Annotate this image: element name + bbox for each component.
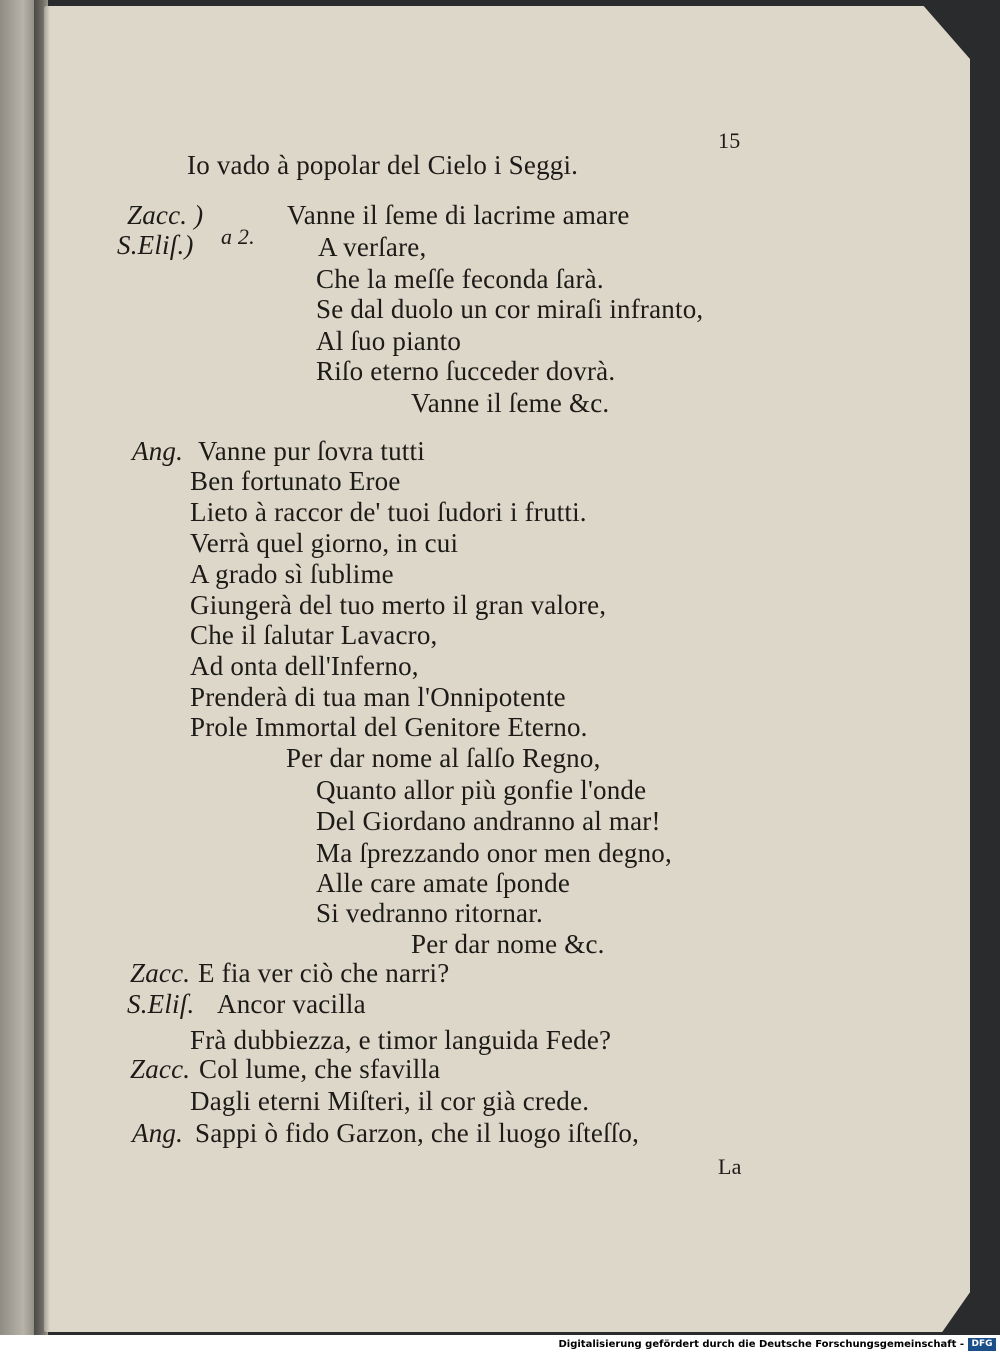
speaker-label: Zacc. ) xyxy=(127,200,204,230)
text-line: Ben fortunato Eroe xyxy=(190,466,401,496)
text-line: Alle care amate ſponde xyxy=(316,868,571,898)
speaker-label: Ang. xyxy=(132,1118,184,1148)
text-line: Del Giordano andranno al mar! xyxy=(316,806,661,836)
text-line: A verſare, xyxy=(318,232,427,262)
text-line: Prole Immortal del Genitore Eterno. xyxy=(190,712,588,742)
duet-marker: a 2. xyxy=(221,224,255,249)
page-shadow xyxy=(44,6,50,1332)
text-line: Vanne pur ſovra tutti xyxy=(198,436,425,466)
speaker-label: S.Eliſ.) xyxy=(117,230,194,260)
text-line: Vanne il ſeme &c. xyxy=(411,388,610,418)
text-line: Ancor vacilla xyxy=(217,989,366,1019)
catchword: La xyxy=(718,1154,742,1179)
speaker-label: Ang. xyxy=(132,436,184,466)
footer-credit: Digitalisierung gefördert durch die Deutsche Forschungsgemeinschaft - xyxy=(558,1339,964,1350)
speaker-label: Zacc. xyxy=(130,1054,191,1084)
text-line: Frà dubbiezza, e timor languida Fede? xyxy=(190,1025,612,1055)
text-line: Vanne il ſeme di lacrime amare xyxy=(287,200,630,230)
text-line: Quanto allor più gonfie l'onde xyxy=(316,775,647,805)
dfg-logo-icon: DFG xyxy=(968,1338,996,1351)
text-line: Se dal duolo un cor miraſi infranto, xyxy=(316,294,704,324)
text-line: Per dar nome al ſalſo Regno, xyxy=(286,743,601,773)
speaker-label: S.Eliſ. xyxy=(127,989,195,1019)
text-line: A grado sì ſublime xyxy=(190,559,394,589)
text-line: Ad onta dell'Inferno, xyxy=(190,651,419,681)
text-line: Che la meſſe feconda ſarà. xyxy=(316,264,604,294)
text-line: Si vedranno ritornar. xyxy=(316,898,543,928)
text-line: Ma ſprezzando onor men degno, xyxy=(316,838,672,868)
text-line: Verrà quel giorno, in cui xyxy=(190,528,459,558)
text-line: E fia ver ciò che narri? xyxy=(198,958,450,988)
text-line: Che il ſalutar Lavacro, xyxy=(190,620,438,650)
text-line: Sappi ò fido Garzon, che il luogo iſteſſo, xyxy=(195,1118,640,1148)
text-line: Per dar nome &c. xyxy=(411,929,605,959)
text-line: Al ſuo pianto xyxy=(316,326,462,356)
text-line: Lieto à raccor de' tuoi ſudori i frutti. xyxy=(190,497,587,527)
text-line: Col lume, che sfavilla xyxy=(199,1054,441,1084)
text-line: Giungerà del tuo merto il gran valore, xyxy=(190,590,607,620)
text-line: Io vado à popolar del Cielo i Seggi. xyxy=(187,150,579,180)
page-number: 15 xyxy=(718,128,741,153)
text-line: Dagli eterni Miſteri, il cor già crede. xyxy=(190,1086,590,1116)
text-line: Prenderà di tua man l'Onnipotente xyxy=(190,682,566,712)
speaker-label: Zacc. xyxy=(130,958,191,988)
text-line: Riſo eterno ſucceder dovrà. xyxy=(316,356,616,386)
